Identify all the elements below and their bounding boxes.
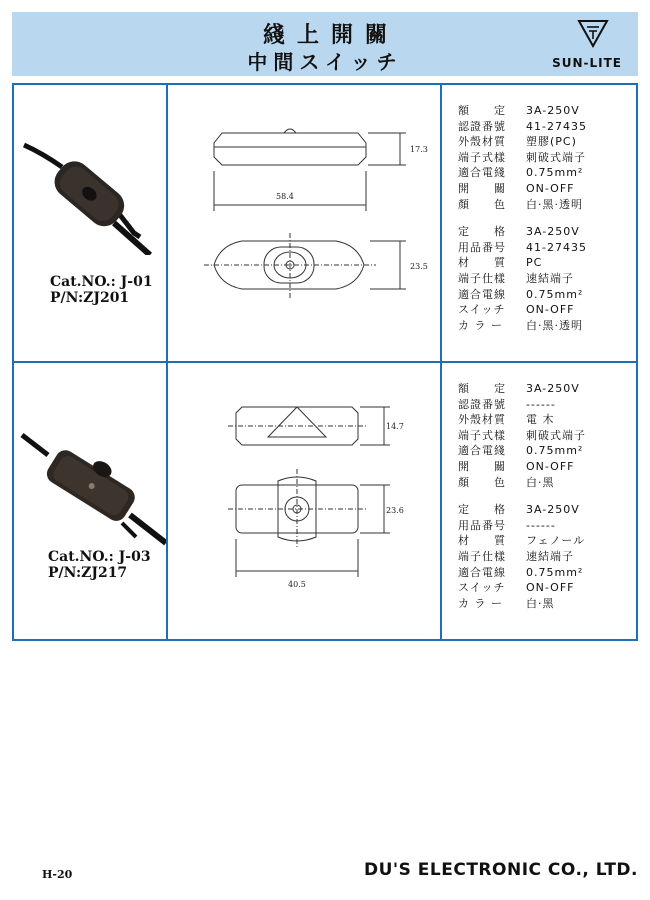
spec-value: ON-OFF: [526, 581, 575, 595]
spec-label: 適合電線: [458, 287, 506, 301]
spec-row: [458, 224, 587, 240]
dim-length-j03: 40.5: [288, 580, 306, 589]
spec-row: [458, 255, 587, 271]
dim-height-j03: 14.7: [386, 422, 404, 431]
spec-row: [458, 318, 587, 334]
page-number: H-20: [42, 868, 73, 881]
spec-label: 外殼材質: [458, 135, 506, 149]
spec-row: [458, 549, 586, 565]
spec-row: [458, 397, 586, 413]
company-name: DU'S ELECTRONIC CO., LTD.: [364, 860, 638, 880]
spec-group-taiwan: [458, 103, 587, 212]
spec-row: [458, 443, 586, 459]
spec-row: [458, 103, 587, 119]
spec-row: [458, 150, 587, 166]
dim-height-j01: 17.3: [410, 145, 428, 154]
spec-label: 端子仕樣: [458, 549, 506, 563]
spec-table-j01: [458, 103, 587, 333]
spec-label: 顏 色: [458, 475, 506, 489]
spec-value: フェノール: [526, 534, 586, 548]
spec-label: 材 質: [458, 256, 506, 270]
spec-label: 端子式樣: [458, 428, 506, 442]
catalog-number-j03: Cat.NO.: J-03: [48, 549, 151, 565]
spec-label: 顏 色: [458, 197, 506, 211]
spec-row: [458, 428, 586, 444]
spec-table-j03: [458, 381, 586, 611]
spec-row: [458, 596, 586, 612]
spec-row: [458, 271, 587, 287]
page-title: 綫上開關: [262, 23, 399, 48]
product-photo-j01: [22, 115, 162, 255]
spec-value: 白·黑: [526, 475, 555, 489]
spec-label: 端子式樣: [458, 150, 506, 164]
spec-value: 0.75mm²: [526, 444, 584, 458]
spec-row: [458, 181, 587, 197]
spec-value: 41-27435: [526, 119, 587, 133]
spec-label: 適合電綫: [458, 166, 506, 180]
spec-row: [458, 302, 587, 318]
spec-value: 3A-250V: [526, 382, 580, 395]
spec-row: [458, 502, 586, 518]
spec-label: 開 關: [458, 459, 506, 473]
spec-label: 用品番号: [458, 240, 506, 254]
spec-value: 速結端子: [526, 271, 574, 285]
sun-lite-logo-icon: [576, 18, 610, 48]
spec-row: [458, 381, 586, 397]
spec-label: 額 定: [458, 104, 506, 117]
spec-value: 0.75mm²: [526, 287, 584, 301]
spec-label: 認證番號: [458, 119, 506, 133]
spec-value: ON-OFF: [526, 459, 575, 473]
spec-label: 定 格: [458, 503, 506, 517]
spec-label: スイッチ: [458, 581, 506, 595]
dim-width-j01: 23.5: [410, 262, 428, 271]
technical-drawing-j01: [172, 99, 436, 349]
spec-value: ------: [526, 397, 556, 411]
spec-value: 速結端子: [526, 549, 574, 563]
spec-value: 3A-250V: [526, 104, 580, 117]
spec-value: ON-OFF: [526, 181, 575, 195]
spec-row: [458, 240, 587, 256]
spec-label: 開 關: [458, 181, 506, 195]
spec-row: [458, 197, 587, 213]
spec-label: 端子仕樣: [458, 271, 506, 285]
spec-value: 刺破式端子: [526, 428, 586, 442]
part-number-zj217: P/N:ZJ217: [48, 565, 128, 581]
spec-row: [458, 518, 586, 534]
spec-value: 白·黑·透明: [526, 318, 583, 332]
spec-label: 適合電線: [458, 565, 506, 579]
spec-group-japan: [458, 502, 586, 611]
spec-value: 41-27435: [526, 240, 587, 254]
header-banner: [12, 12, 638, 76]
spec-label: 定 格: [458, 225, 506, 239]
product-photo-j03: [18, 405, 166, 555]
spec-label: 材 質: [458, 534, 506, 548]
spec-value: 0.75mm²: [526, 166, 584, 180]
spec-row: [458, 533, 586, 549]
spec-value: 塑膠(PC): [526, 135, 577, 149]
spec-label: スイッチ: [458, 303, 506, 317]
spec-value: 刺破式端子: [526, 150, 586, 164]
spec-label: 認證番號: [458, 397, 506, 411]
catalog-sheet: [12, 83, 638, 641]
spec-value: PC: [526, 256, 543, 270]
spec-value: 3A-250V: [526, 225, 580, 239]
spec-value: ------: [526, 518, 556, 532]
spec-row: [458, 134, 587, 150]
spec-row: [458, 565, 586, 581]
spec-row: [458, 412, 586, 428]
spec-row: [458, 459, 586, 475]
spec-label: カ ラ ー: [458, 596, 503, 610]
spec-value: 白·黑·透明: [526, 197, 583, 211]
spec-group-japan: [458, 224, 587, 333]
catalog-number-j01: Cat.NO.: J-01: [50, 274, 153, 290]
spec-value: 電 木: [526, 413, 555, 427]
spec-row: [458, 580, 586, 596]
row-divider: [14, 361, 636, 363]
spec-value: 0.75mm²: [526, 565, 584, 579]
spec-label: 用品番号: [458, 518, 506, 532]
brand-name: SUN-LITE: [552, 56, 622, 70]
spec-value: 白·黑: [526, 596, 555, 610]
technical-drawing-j03: [172, 377, 436, 627]
dim-width-j03: 23.6: [386, 506, 404, 515]
spec-value: 3A-250V: [526, 503, 580, 517]
spec-row: [458, 119, 587, 135]
page-subtitle: 中間スイッチ: [247, 50, 403, 74]
spec-value: ON-OFF: [526, 303, 575, 317]
spec-group-taiwan: [458, 381, 586, 490]
spec-row: [458, 287, 587, 303]
spec-label: カ ラ ー: [458, 318, 503, 332]
spec-row: [458, 475, 586, 491]
spec-label: 額 定: [458, 382, 506, 395]
part-number-zj201: P/N:ZJ201: [50, 290, 130, 306]
spec-label: 外殼材質: [458, 413, 506, 427]
dim-length-j01: 58.4: [276, 192, 294, 201]
spec-row: [458, 165, 587, 181]
spec-label: 適合電綫: [458, 444, 506, 458]
